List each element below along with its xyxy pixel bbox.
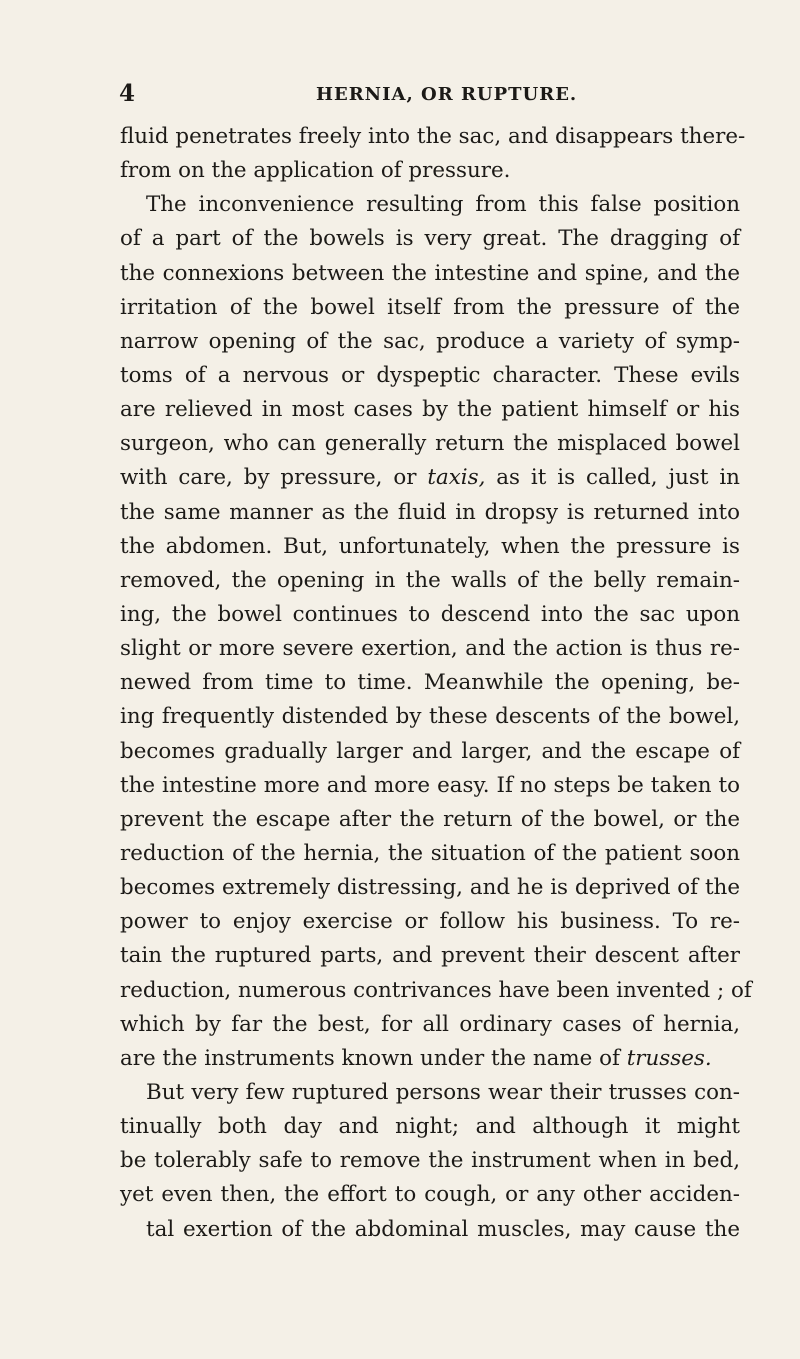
text-line: tal exertion of the abdominal muscles, may cause the	[146, 1216, 740, 1242]
text-line: But very few ruptured persons wear their trusses con-	[146, 1079, 740, 1105]
text-line: slight or more severe exertion, and the action is thus re-	[120, 636, 740, 662]
text-line: newed from time to time. Meanwhile the opening, be-	[120, 670, 740, 696]
page-header	[0, 80, 800, 116]
text-line: from on the application of pressure.	[120, 158, 511, 184]
text-line: ing, the bowel continues to descend into the sac upon	[120, 601, 740, 627]
text-line: of a part of the bowels is very great. The dragging of	[120, 226, 740, 252]
text-line: the same manner as the fluid in dropsy is returned into	[120, 499, 740, 525]
text-line: be tolerably safe to remove the instrument when in bed,	[120, 1148, 740, 1174]
text-line: tinually both day and night; and although it might	[120, 1114, 740, 1140]
text-line: surgeon, who can generally return the misplaced bowel	[120, 431, 740, 457]
text-line: The inconvenience resulting from this false position	[146, 192, 740, 218]
page-number: 4	[119, 80, 136, 107]
text-line: the intestine more and more easy. If no steps be taken to	[120, 772, 740, 798]
italic-term: taxis,	[427, 465, 486, 491]
text-line: reduction, numerous contrivances have been invented ; of	[120, 977, 752, 1003]
text-line: are the instruments known under the name of trusses.	[120, 1045, 712, 1071]
text-line: tain the ruptured parts, and prevent their descent after	[120, 943, 740, 969]
text-line: toms of a nervous or dyspeptic character. These evils	[120, 362, 740, 388]
text-line: narrow opening of the sac, produce a variety of symp-	[120, 328, 740, 354]
text-line: reduction of the hernia, the situation of the patient soon	[120, 840, 740, 866]
text-line: with care, by pressure, or taxis, as it is called, just in	[120, 465, 740, 491]
text-line: prevent the escape after the return of the bowel, or the	[120, 806, 740, 832]
text-line: ing frequently distended by these descents of the bowel,	[120, 704, 740, 730]
text-line: the connexions between the intestine and spine, and the	[120, 260, 740, 286]
text-line: becomes extremely distressing, and he is deprived of the	[120, 875, 740, 901]
text-line: power to enjoy exercise or follow his business. To re-	[120, 909, 740, 935]
text-line: yet even then, the effort to cough, or any other acciden-	[120, 1182, 740, 1208]
text-line: which by far the best, for all ordinary cases of hernia,	[120, 1011, 740, 1037]
body-text	[120, 120, 752, 1247]
text-line: irritation of the bowel itself from the pressure of the	[120, 294, 740, 320]
text-line: are relieved in most cases by the patient himself or his	[120, 397, 740, 423]
italic-term: trusses.	[626, 1045, 712, 1071]
text-line: removed, the opening in the walls of the belly remain-	[120, 567, 740, 593]
text-line: fluid penetrates freely into the sac, and disappears there-	[120, 124, 746, 149]
text-line: becomes gradually larger and larger, and the escape of	[120, 738, 740, 764]
running-title: HERNIA, OR RUPTURE.	[316, 84, 578, 105]
text-line: the abdomen. But, unfortunately, when the pressure is	[120, 533, 740, 559]
